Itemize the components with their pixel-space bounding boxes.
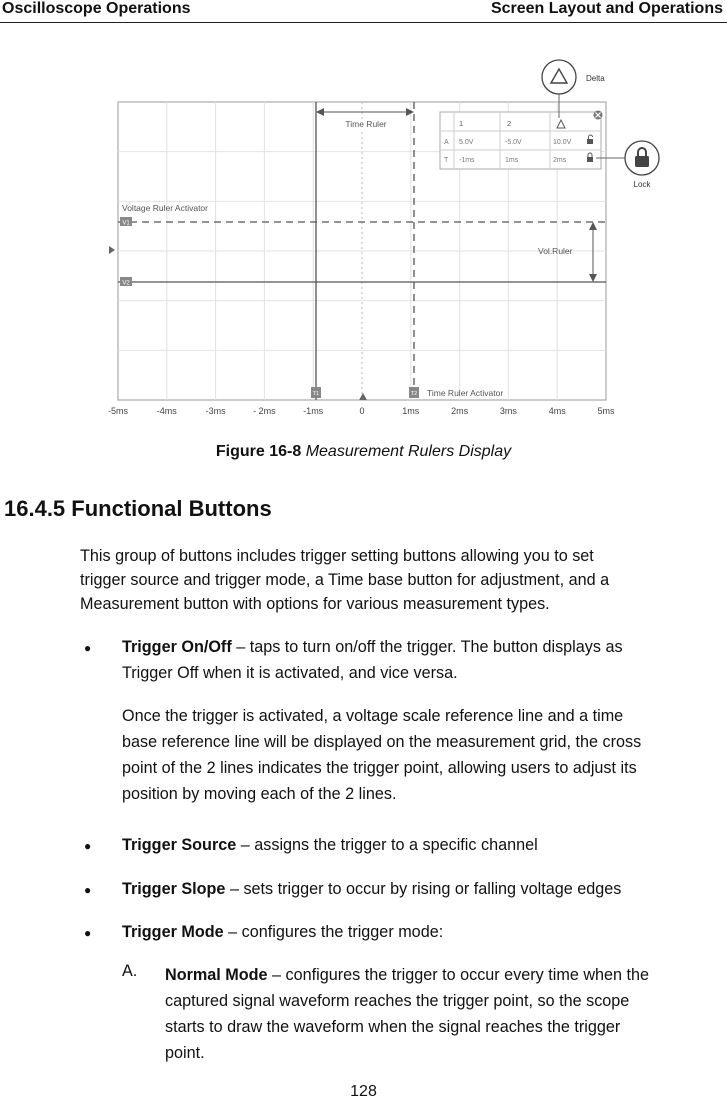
x-tick-label: - 2ms bbox=[253, 406, 276, 416]
page-number: 128 bbox=[350, 1083, 377, 1100]
x-tick-label: 2ms bbox=[451, 406, 469, 416]
bullet-icon: ● bbox=[84, 641, 92, 655]
note-line-4: position by moving each of the 2 lines. bbox=[122, 785, 397, 803]
x-tick-label: 0 bbox=[359, 406, 365, 416]
note-line-1: Once the trigger is activated, a voltage scale reference line and a time bbox=[122, 707, 624, 725]
subitem-normal-mode-line-2: captured signal waveform reaches the trigger point, so the scope bbox=[165, 992, 630, 1010]
caption-number: Figure 16-8 bbox=[215, 443, 302, 460]
x-tick-label: 4ms bbox=[548, 406, 566, 416]
table-row-a-2: -5.0V bbox=[505, 139, 522, 146]
voltage-ruler-1-handle-label: V1 bbox=[122, 220, 130, 227]
note-line-3: point of the 2 lines indicates the trigger point, allowing users to adjust its bbox=[122, 759, 637, 777]
table-row-t-label: T bbox=[444, 157, 449, 164]
measurement-rulers-figure bbox=[100, 50, 660, 425]
header-left: Oscilloscope Operations bbox=[2, 0, 191, 17]
time-ruler-2-handle-label: T2 bbox=[410, 391, 418, 397]
trigger-level-marker bbox=[109, 246, 115, 254]
table-row-a-delta: 10.0V bbox=[553, 139, 572, 146]
bullet-icon: ● bbox=[84, 839, 92, 853]
section-title: 16.4.5 Functional Buttons bbox=[4, 496, 272, 521]
x-tick-label: -4ms bbox=[156, 406, 177, 416]
subitem-normal-mode-line-3: starts to draw the waveform when the signal reaches the trigger bbox=[165, 1018, 621, 1036]
subitem-normal-mode-line-1: Normal Mode – configures the trigger to occur every time when the bbox=[165, 966, 650, 984]
voltage-ruler-2-handle-label: V2 bbox=[122, 280, 130, 287]
x-tick-label: -1ms bbox=[303, 406, 324, 416]
intro-line-3: Measurement button with options for various measurement types. bbox=[80, 595, 550, 613]
bullet-icon: ● bbox=[84, 926, 92, 940]
subitem-normal-mode-line-4: point. bbox=[165, 1044, 205, 1062]
bullet-icon: ● bbox=[84, 883, 92, 897]
delta-label: Delta bbox=[586, 74, 605, 83]
header-right: Screen Layout and Operations bbox=[490, 0, 723, 17]
note-line-2: base reference line will be displayed on the measurement grid, the cross bbox=[122, 733, 642, 751]
item-trigger-mode: Trigger Mode – configures the trigger mode: bbox=[122, 923, 444, 941]
figure-caption bbox=[0, 443, 727, 461]
time-ruler-label: Time Ruler bbox=[345, 119, 387, 129]
time-ruler-1-handle-label: T1 bbox=[312, 391, 320, 397]
voltage-ruler-activator-label: Voltage Ruler Activator bbox=[122, 203, 208, 213]
table-row-t-delta: 2ms bbox=[553, 157, 567, 164]
x-tick-label: -5ms bbox=[108, 406, 128, 416]
close-icon[interactable] bbox=[594, 111, 603, 120]
x-axis-ticks bbox=[108, 406, 615, 416]
table-col-1: 1 bbox=[459, 119, 464, 128]
page-header bbox=[0, 0, 727, 23]
x-tick-label: 3ms bbox=[499, 406, 517, 416]
caption-title: Measurement Rulers Display bbox=[305, 443, 512, 460]
item-trigger-slope: Trigger Slope – sets trigger to occur by rising or falling voltage edges bbox=[122, 880, 622, 898]
item-trigger-onoff-line-1: Trigger On/Off – taps to turn on/off the trigger. The button displays as bbox=[122, 638, 623, 656]
subitem-label: A. bbox=[122, 962, 138, 980]
table-row-t-1: -1ms bbox=[459, 157, 475, 164]
intro-line-1: This group of buttons includes trigger setting buttons allowing you to set bbox=[80, 547, 594, 565]
measurement-table bbox=[440, 112, 601, 169]
table-row-t-2: 1ms bbox=[505, 157, 519, 164]
x-tick-label: 1ms bbox=[402, 406, 420, 416]
vol-ruler-label: Vol.Ruler bbox=[538, 246, 573, 256]
lock-label: Lock bbox=[633, 180, 651, 189]
x-tick-label: -3ms bbox=[205, 406, 226, 416]
table-row-a-label: A bbox=[444, 139, 449, 146]
x-tick-label: 5ms bbox=[597, 406, 615, 416]
table-row-a-1: 5.0V bbox=[459, 139, 474, 146]
delta-callout-circle bbox=[542, 60, 576, 94]
item-trigger-onoff-line-2: Trigger Off when it is activated, and vice versa. bbox=[122, 664, 458, 682]
time-ruler-activator-label: Time Ruler Activator bbox=[427, 388, 504, 398]
intro-line-2: trigger source and trigger mode, a Time base button for adjustment, and a bbox=[80, 571, 610, 589]
table-col-2: 2 bbox=[507, 119, 512, 128]
item-trigger-source: Trigger Source – assigns the trigger to a specific channel bbox=[122, 836, 538, 854]
